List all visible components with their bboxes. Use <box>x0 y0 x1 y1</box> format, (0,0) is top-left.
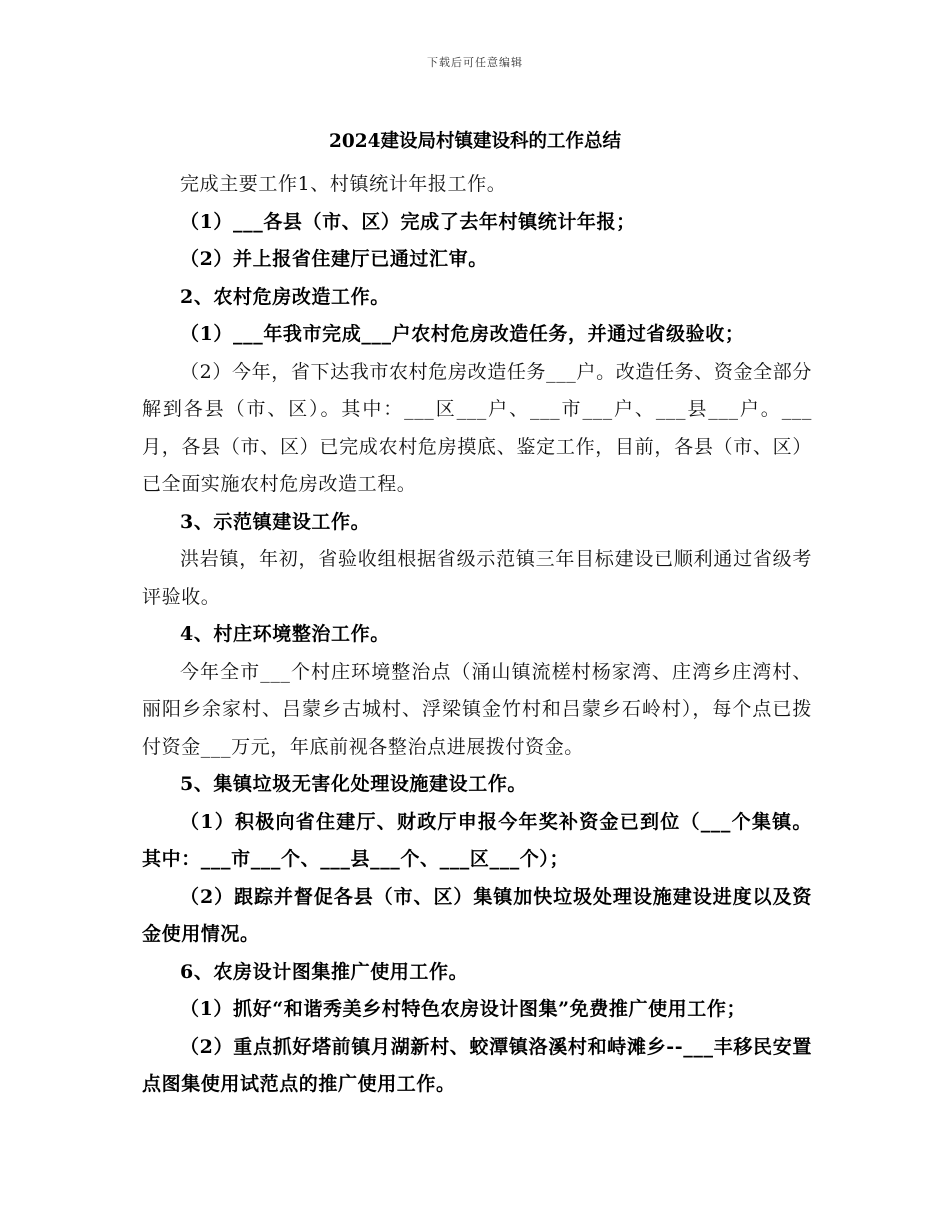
document-title: 2024建设局村镇建设科的工作总结 <box>329 131 621 152</box>
header-note: 下载后可任意编辑 <box>427 56 523 69</box>
section-heading-4: 4、村庄环境整治工作。 <box>180 623 390 645</box>
paragraph-12: （1）积极向省住建厅、财政厅申报今年奖补资金已到位（___个集镇。其中：___市___个、___县___个、___区___个）； <box>142 810 812 870</box>
paragraph-2: （1）___各县（市、区）完成了去年村镇统计年报； <box>180 210 636 233</box>
section-heading-3: 3、示范镇建设工作。 <box>180 510 371 533</box>
paragraph-8: 洪岩镇，年初，省验收组根据省级示范镇三年目标建设已顺利通过省级考评验收。 <box>142 548 812 608</box>
paragraph-15: （1）抓好“和谐秀美乡村特色农房设计图集”免费推广使用工作； <box>180 998 747 1020</box>
section-heading-6: 6、农房设计图集推广使用工作。 <box>180 960 469 983</box>
paragraph-6: （2）今年，省下达我市农村危房改造任务___户。改造任务、资金全部分解到各县（市、区）。其中：___区___户、___市___户、___县___户。___月，各县（市、区）已完成农村危房摸底、鉴定工作，目前，各县（市、区）已全面实施农村危房改造工程。 <box>142 360 812 495</box>
paragraph-1: 完成主要工作1、村镇统计年报工作。 <box>180 173 507 195</box>
paragraph-10: 今年全市___个村庄环境整治点（涌山镇流槎村杨家湾、庄湾乡庄湾村、丽阳乡余家村、吕蒙乡古城村、浮梁镇金竹村和吕蒙乡石岭村），每个点已拨付资金___万元，年底前视各整治点进展拨付资金。 <box>142 660 812 758</box>
section-heading-2: 2、农村危房改造工作。 <box>180 285 390 308</box>
paragraph-5: （1）___年我市完成___户农村危房改造任务，并通过省级验收； <box>180 323 745 345</box>
paragraph-13: （2）跟踪并督促各县（市、区）集镇加快垃圾处理设施建设进度以及资金使用情况。 <box>142 885 812 945</box>
document-body <box>142 166 812 1104</box>
paragraph-16: （2）重点抓好塔前镇月湖新村、蛟潭镇洛溪村和峙滩乡--___丰移民安置点图集使用试范点的推广使用工作。 <box>142 1035 812 1095</box>
paragraph-3: （2）并上报省住建厅已通过汇审。 <box>180 248 488 270</box>
section-heading-5: 5、集镇垃圾无害化处理设施建设工作。 <box>180 773 528 795</box>
